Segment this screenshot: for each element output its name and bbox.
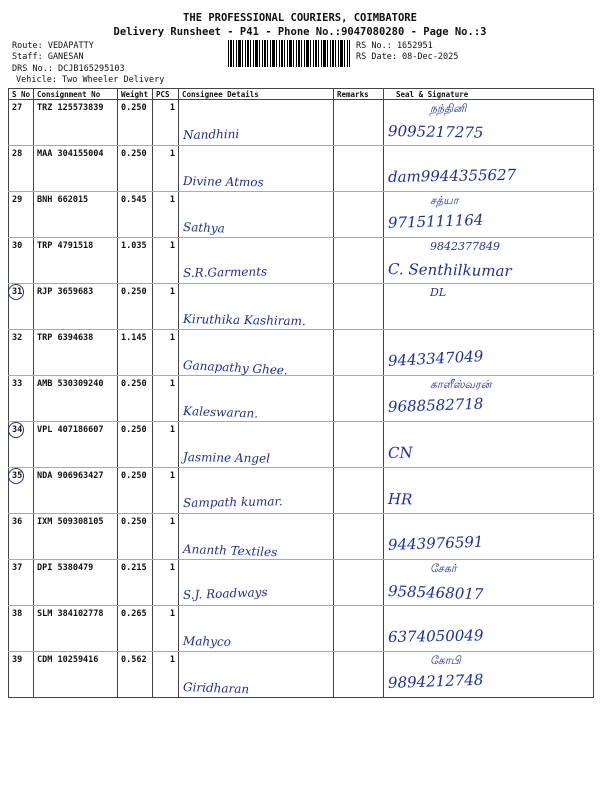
consignee-name: Divine Atmos (182, 174, 264, 190)
signature-phone: C. Senthilkumar (387, 260, 512, 281)
drs-label: DRS No.: DCJB165295103 (12, 64, 125, 74)
row-weight: 0.250 (121, 471, 147, 481)
row-consignment-no: DPI 5380479 (37, 563, 94, 573)
signature-phone: HR (387, 490, 413, 509)
rs-date-label: RS Date: 08-Dec-2025 (356, 52, 459, 62)
signature-cell (384, 514, 594, 560)
remarks-cell (334, 238, 384, 284)
signature-phone: 9585468017 (387, 582, 484, 604)
row-weight: 0.250 (121, 379, 147, 389)
signature-phone: 9095217275 (387, 122, 484, 142)
runsheet-table (8, 88, 594, 698)
remarks-cell (334, 330, 384, 376)
table-row (9, 192, 594, 238)
remarks-cell (334, 284, 384, 330)
remarks-cell (334, 652, 384, 698)
signature-cell (384, 330, 594, 376)
signature-phone: dam9944355627 (387, 165, 517, 186)
vehicle-label: Vehicle: Two Wheeler Delivery (16, 75, 165, 85)
remarks-cell (334, 100, 384, 146)
row-consignment-no: IXM 509308105 (37, 517, 104, 527)
row-sno: 33 (12, 379, 23, 389)
row-weight: 0.250 (121, 103, 147, 113)
row-consignment-no: MAA 304155004 (37, 149, 104, 159)
row-weight: 1.035 (121, 241, 147, 251)
consignee-name: Kaleswaran. (182, 404, 259, 421)
row-pcs: 1 (169, 287, 175, 297)
row-pcs: 1 (169, 333, 175, 343)
row-consignment-no: RJP 3659683 (37, 287, 94, 297)
row-pcs: 1 (169, 517, 175, 527)
row-weight: 0.562 (121, 655, 147, 665)
signature-phone: 9688582718 (387, 394, 484, 416)
table-row (9, 376, 594, 422)
row-consignment-no: TRP 6394638 (37, 333, 94, 343)
row-pcs: 1 (169, 425, 175, 435)
remarks-cell (334, 560, 384, 606)
signature-cell (384, 468, 594, 514)
signature-mark: சேகர் (430, 562, 457, 575)
row-pcs: 1 (169, 195, 175, 205)
row-sno: 39 (12, 655, 23, 665)
signature-cell (384, 238, 594, 284)
table-row (9, 284, 594, 330)
signature-phone: 9715111164 (387, 210, 484, 232)
row-weight: 0.545 (121, 195, 147, 205)
signature-phone: 9443976591 (387, 532, 484, 554)
signature-cell (384, 606, 594, 652)
signature-cell (384, 192, 594, 238)
consignee-name: Mahyco (182, 634, 232, 649)
consignee-name: Giridharan (182, 680, 250, 697)
table-row (9, 100, 594, 146)
row-consignment-no: AMB 530309240 (37, 379, 104, 389)
col-header-weight: Weight (118, 89, 153, 100)
row-weight: 0.215 (121, 563, 147, 573)
table-row (9, 422, 594, 468)
row-consignment-no: TRZ 125573839 (37, 103, 104, 113)
row-weight: 1.145 (121, 333, 147, 343)
runsheet-title: Delivery Runsheet - P41 - Phone No.:9047080280 - Page No.:3 (113, 26, 487, 38)
row-weight: 0.250 (121, 425, 147, 435)
table-row (9, 330, 594, 376)
row-sno: 35 (12, 471, 23, 481)
remarks-cell (334, 468, 384, 514)
remarks-cell (334, 376, 384, 422)
row-consignment-no: TRP 4791518 (37, 241, 94, 251)
remarks-cell (334, 422, 384, 468)
consignee-name: Ananth Textiles (182, 542, 278, 560)
row-sno: 31 (12, 287, 23, 297)
col-header-pcs: PCS (153, 89, 179, 100)
col-header-remarks: Remarks (334, 89, 384, 100)
signature-phone: 9894212748 (387, 670, 484, 692)
row-weight: 0.250 (121, 517, 147, 527)
row-sno: 28 (12, 149, 23, 159)
signature-mark: 9842377849 (430, 240, 500, 253)
col-header-consignment: Consignment No (34, 89, 118, 100)
consignee-name: Sathya (182, 220, 226, 236)
row-pcs: 1 (169, 471, 175, 481)
consignee-name: Kiruthika Kashiram. (182, 312, 306, 329)
table-row (9, 560, 594, 606)
row-consignment-no: NDA 906963427 (37, 471, 104, 481)
signature-mark: சத்யா (430, 194, 459, 207)
row-consignment-no: CDM 10259416 (37, 655, 99, 665)
signature-cell (384, 376, 594, 422)
consignee-name: S.R.Garments (182, 264, 268, 280)
table-row (9, 652, 594, 698)
signature-cell (384, 422, 594, 468)
remarks-cell (334, 606, 384, 652)
row-pcs: 1 (169, 655, 175, 665)
row-sno: 27 (12, 103, 23, 113)
col-header-sno: S No (9, 89, 34, 100)
row-sno: 30 (12, 241, 23, 251)
row-sno: 36 (12, 517, 23, 527)
consignee-name: Ganapathy Ghee. (182, 358, 289, 378)
signature-phone: CN (387, 443, 413, 462)
signature-cell (384, 652, 594, 698)
row-sno: 34 (12, 425, 23, 435)
signature-cell (384, 560, 594, 606)
consignee-name: Jasmine Angel (182, 450, 271, 466)
signature-mark: கோபி (430, 654, 461, 667)
table-row (9, 514, 594, 560)
row-sno: 37 (12, 563, 23, 573)
rs-no-label: RS No.: 1652951 (356, 41, 433, 51)
row-consignment-no: BNH 662015 (37, 195, 89, 205)
row-consignment-no: SLM 384102778 (37, 609, 104, 619)
signature-mark: DL (430, 286, 447, 299)
table-row (9, 146, 594, 192)
signature-phone: 9443347049 (387, 347, 484, 370)
company-title: THE PROFESSIONAL COURIERS, COIMBATORE (183, 12, 417, 24)
table-row (9, 468, 594, 514)
row-pcs: 1 (169, 609, 175, 619)
row-weight: 0.250 (121, 149, 147, 159)
row-pcs: 1 (169, 149, 175, 159)
staff-label: Staff: GANESAN (12, 52, 84, 62)
table-row (9, 606, 594, 652)
table-row (9, 238, 594, 284)
signature-cell (384, 284, 594, 330)
row-pcs: 1 (169, 563, 175, 573)
remarks-cell (334, 192, 384, 238)
row-weight: 0.250 (121, 287, 147, 297)
consignee-name: Sampath kumar. (182, 494, 283, 510)
col-header-consignee: Consignee Details (179, 89, 334, 100)
row-consignment-no: VPL 407186607 (37, 425, 104, 435)
signature-cell (384, 146, 594, 192)
signature-cell (384, 100, 594, 146)
table-header-row (9, 89, 594, 100)
consignee-name: S.J. Roadways (182, 585, 268, 602)
row-pcs: 1 (169, 379, 175, 389)
signature-mark: நந்தினி (430, 102, 467, 115)
row-sno: 38 (12, 609, 23, 619)
row-pcs: 1 (169, 241, 175, 251)
row-sno: 29 (12, 195, 23, 205)
remarks-cell (334, 146, 384, 192)
col-header-signature: Seal & Signature (384, 89, 594, 100)
row-weight: 0.265 (121, 609, 147, 619)
consignee-name: Nandhini (182, 127, 240, 142)
row-sno: 32 (12, 333, 23, 343)
signature-phone: 6374050049 (387, 626, 484, 646)
row-pcs: 1 (169, 103, 175, 113)
barcode-image (228, 40, 350, 67)
route-label: Route: VEDAPATTY (12, 41, 94, 51)
remarks-cell (334, 514, 384, 560)
signature-mark: காளீஸ்வரன் (430, 378, 492, 391)
